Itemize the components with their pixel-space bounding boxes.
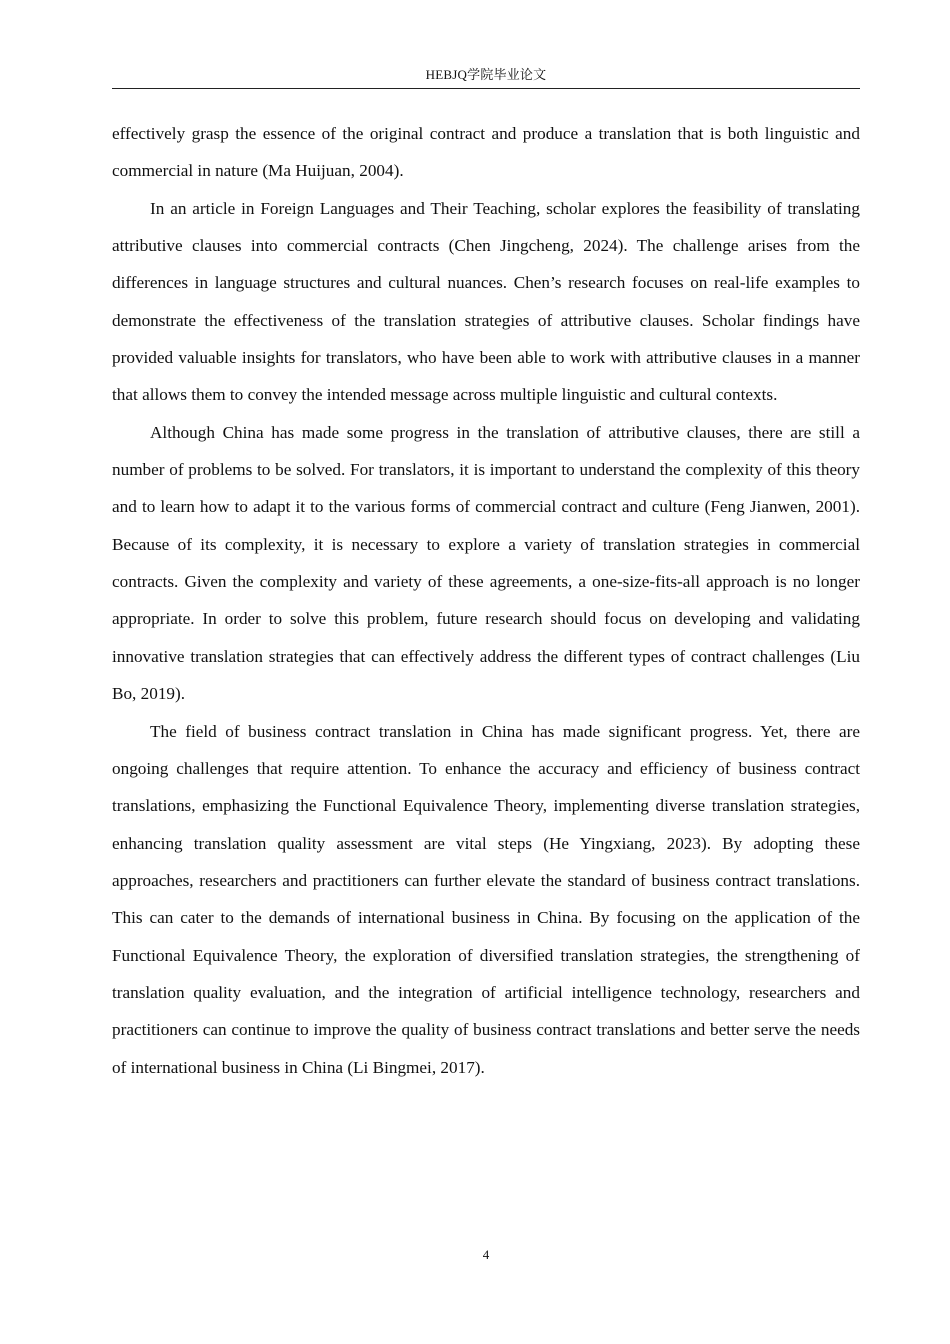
paragraph: In an article in Foreign Languages and Their Teaching, scholar explores the feasibility of translating attributive clauses into commercial contracts (Chen Jingcheng, 2024). The challenge arises from the differences in language structures and cultural nuances. Chen’s research focuses on real-life examples to demonstrate the effectiveness of the translation strategies of attributive clauses. Scholar findings have provided valuable insights for translators, who have been able to work with attributive clauses in a manner that allows them to convey the intended message across multiple linguistic and cultural contexts.	[112, 198, 860, 405]
header-title: HEBJQ学院毕业论文	[425, 67, 547, 82]
page-header	[112, 66, 860, 89]
body-text	[112, 115, 860, 1086]
paragraph: Although China has made some progress in the translation of attributive clauses, there are still a number of problems to be solved. For translators, it is important to understand the complexity of this theory and to learn how to adapt it to the various forms of commercial contract and culture (Feng Jianwen, 2001). Because of its complexity, it is necessary to explore a variety of translation strategies in commercial contracts. Given the complexity and variety of these agreements, a one-size-fits-all approach is no longer appropriate. In order to solve this problem, future research should focus on developing and validating innovative translation strategies that can effectively address the different types of contract challenges (Liu Bo, 2019).	[112, 422, 860, 704]
paragraph: The field of business contract translation in China has made significant progress. Yet, there are ongoing challenges that require attention. To enhance the accuracy and efficiency of business contract translations, emphasizing the Functional Equivalence Theory, implementing diverse translation strategies, enhancing translation quality assessment are vital steps (He Yingxiang, 2023). By adopting these approaches, researchers and practitioners can further elevate the standard of business contract translations. This can cater to the demands of international business in China. By focusing on the application of the Functional Equivalence Theory, the exploration of diversified translation strategies, the strengthening of translation quality evaluation, and the integration of artificial intelligence technology, researchers and practitioners can continue to improve the quality of business contract translations and better serve the needs of international business in China (Li Bingmei, 2017).	[112, 721, 860, 1077]
page-number: 4	[482, 1247, 490, 1262]
paragraph-continuation: effectively grasp the essence of the original contract and produce a translation that is both linguistic and commercial in nature (Ma Huijuan, 2004).	[112, 124, 860, 181]
